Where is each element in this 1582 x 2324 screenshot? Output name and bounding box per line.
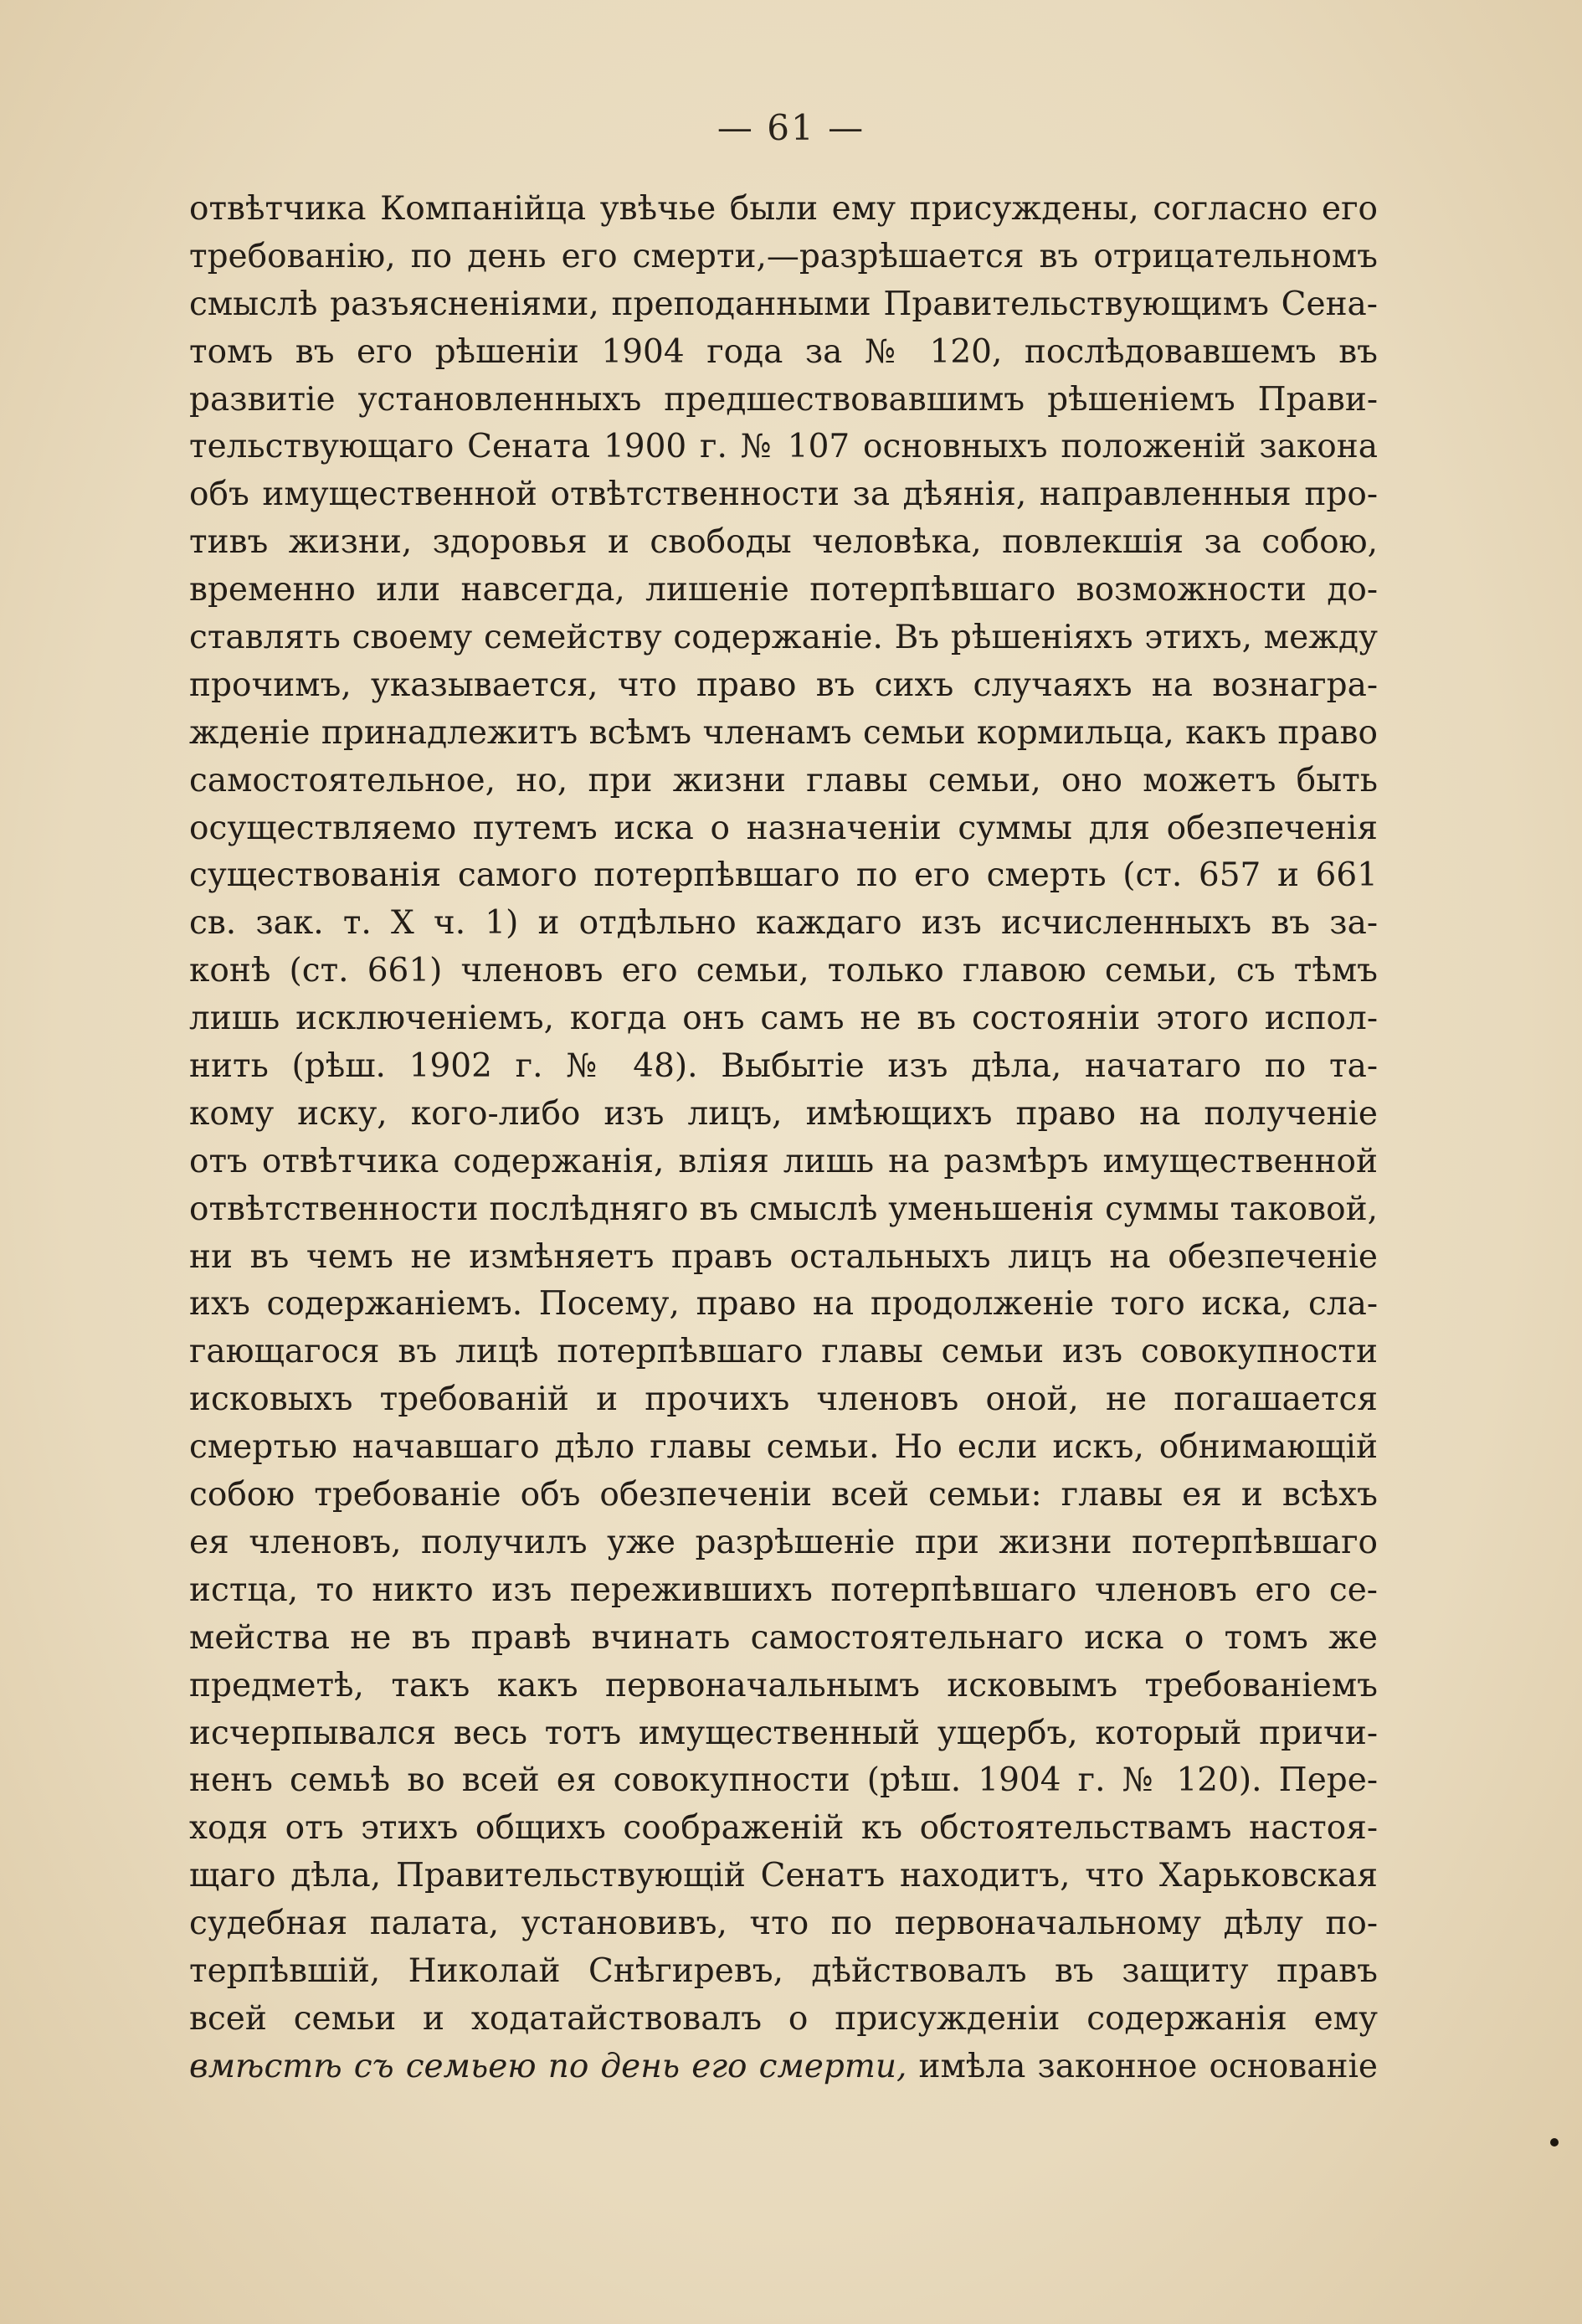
body-text (189, 186, 1378, 2091)
text-line: отвѣтчика Компанійца увѣчье были ему присуждены, согласно его (189, 190, 1378, 228)
text-line: гающагося въ лицѣ потерпѣвшаго главы семьи изъ совокупности (189, 1333, 1378, 1371)
text-line: кому иску, кого-либо изъ лицъ, имѣющихъ право на полученіе (189, 1094, 1378, 1133)
text-line: смертью начавшаго дѣло главы семьи. Но если искъ, обнимающій (189, 1428, 1378, 1467)
text-line: всей семьи и ходатайствовалъ о присужденіи содержанія ему (189, 1999, 1378, 2038)
text-line: осуществляемо путемъ иска о назначеніи суммы для обезпеченія (189, 809, 1378, 847)
text-line: ни въ чемъ не измѣняетъ правъ остальныхъ лицъ на обезпеченіе (189, 1237, 1378, 1276)
italic-phrase: вмѣстѣ съ семьею по день его смерти, (189, 2047, 907, 2085)
text-line: исчерпывался весь тотъ имущественный ущербъ, который причи- (189, 1714, 1378, 1752)
text-line: существованія самого потерпѣвшаго по его смерть (ст. 657 и 661 (189, 856, 1378, 895)
text-line: ненъ семьѣ во всей ея совокупности (рѣш. 1904 г. № 120). Пере- (189, 1761, 1378, 1800)
text-line: объ имущественной отвѣтственности за дѣянія, направленныя про- (189, 476, 1378, 514)
text-line: исковыхъ требованій и прочихъ членовъ оной, не погашается (189, 1381, 1378, 1419)
text-line: щаго дѣла, Правительствующій Сенатъ находитъ, что Харьковская (189, 1857, 1378, 1895)
text-line: томъ въ его рѣшеніи 1904 года за № 120, послѣдовавшемъ въ (189, 332, 1378, 371)
ink-speck (1550, 2138, 1559, 2147)
text-line: отъ отвѣтчика содержанія, вліяя лишь на размѣръ имущественной (189, 1142, 1378, 1180)
text-line: конѣ (ст. 661) членовъ его семьи, только главою семьи, съ тѣмъ (189, 952, 1378, 990)
text-line: ея членовъ, получилъ уже разрѣшеніе при жизни потерпѣвшаго (189, 1523, 1378, 1561)
text-line: самостоятельное, но, при жизни главы семьи, оно можетъ быть (189, 761, 1378, 800)
text-line: ходя отъ этихъ общихъ соображеній къ обстоятельствамъ настоя- (189, 1809, 1378, 1848)
text-line: истца, то никто изъ пережившихъ потерпѣвшаго членовъ его се- (189, 1571, 1378, 1609)
text-line: тивъ жизни, здоровья и свободы человѣка, повлекшія за собою, (189, 523, 1378, 562)
text-line-last (189, 2044, 1378, 2091)
text-line: нить (рѣш. 1902 г. № 48). Выбытіе изъ дѣла, начатаго по та- (189, 1047, 1378, 1086)
text-line: ставлять своему семейству содержаніе. Въ рѣшеніяхъ этихъ, между (189, 619, 1378, 657)
text-line: терпѣвшій, Николай Снѣгиревъ, дѣйствовалъ въ защиту правъ (189, 1951, 1378, 1990)
text-line: предметѣ, такъ какъ первоначальнымъ исковымъ требованіемъ (189, 1666, 1378, 1704)
text-line: собою требованіе объ обезпеченіи всей семьи: главы ея и всѣхъ (189, 1476, 1378, 1514)
text-line: св. зак. т. X ч. 1) и отдѣльно каждаго изъ исчисленныхъ въ за- (189, 904, 1378, 943)
text-line-end: имѣла законное основаніе (907, 2047, 1378, 2085)
page-number: — 61 — (717, 107, 865, 148)
text-line: смыслѣ разъясненіями, преподанными Правительствующимъ Сена- (189, 285, 1378, 323)
text-line: жденіе принадлежитъ всѣмъ членамъ семьи кормильца, какъ право (189, 713, 1378, 752)
text-line: тельствующаго Сената 1900 г. № 107 основныхъ положеній закона (189, 428, 1378, 466)
text-line: судебная палата, установивъ, что по первоначальному дѣлу по- (189, 1905, 1378, 1943)
text-line: временно или навсегда, лишеніе потерпѣвшаго возможности до- (189, 571, 1378, 609)
text-line: лишь исключеніемъ, когда онъ самъ не въ состояніи этого испол- (189, 1000, 1378, 1038)
text-line: требованію, по день его смерти,—разрѣшается въ отрицательномъ (189, 237, 1378, 275)
text-line: развитіе установленныхъ предшествовавшимъ рѣшеніемъ Прави- (189, 380, 1378, 419)
text-line: мейства не въ правѣ вчинать самостоятельнаго иска о томъ же (189, 1618, 1378, 1657)
text-line: прочимъ, указывается, что право въ сихъ случаяхъ на вознагра- (189, 666, 1378, 704)
text-line: отвѣтственности послѣдняго въ смыслѣ уменьшенія суммы таковой, (189, 1190, 1378, 1228)
text-line: ихъ содержаніемъ. Посему, право на продолженіе того иска, сла- (189, 1285, 1378, 1324)
